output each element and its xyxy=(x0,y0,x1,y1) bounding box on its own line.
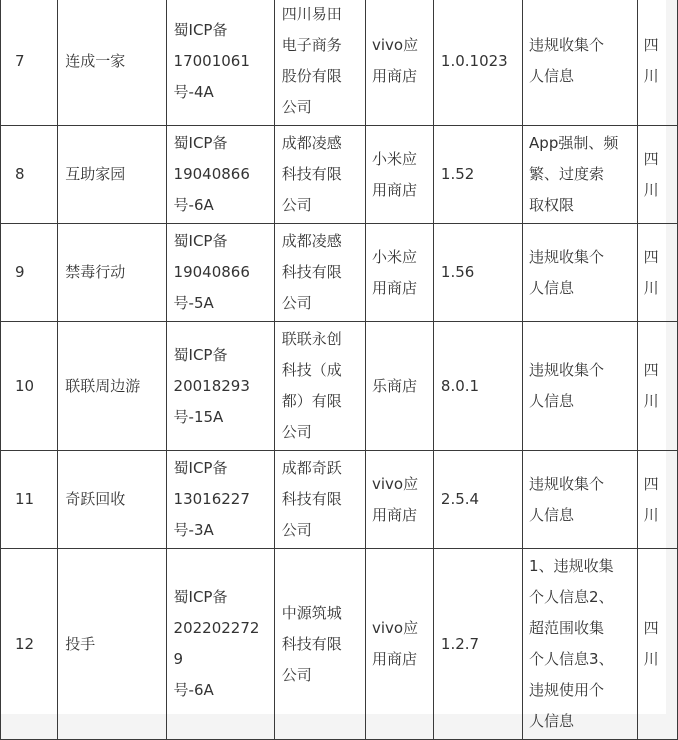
cell-icp-line: 蜀ICP备 xyxy=(173,134,228,152)
cell-issue-line: 违规收集个 xyxy=(529,474,605,493)
cell-issue-line: 违规使用个 xyxy=(529,681,605,699)
table-row xyxy=(1,224,678,322)
cell-company-line: 公司 xyxy=(281,196,312,214)
cell-company-line: 电子商务 xyxy=(281,36,342,54)
cell-icp xyxy=(166,0,274,126)
cell-app-name xyxy=(58,126,166,224)
cell-store-line: vivo应 xyxy=(372,619,419,637)
cell-app-name xyxy=(58,322,166,451)
cell-province-line: 川 xyxy=(643,505,659,524)
cell-store-line: 用商店 xyxy=(372,67,418,85)
cell-number xyxy=(1,451,58,549)
cell-issue-line: 繁、过度索 xyxy=(529,165,605,183)
cell-issue-line: 人信息 xyxy=(529,712,575,730)
cell-store xyxy=(366,126,434,224)
cell-issue-line: 超范围收集 xyxy=(529,619,605,637)
cell-issue xyxy=(523,0,638,126)
table-row xyxy=(1,549,678,740)
cell-company xyxy=(274,0,365,126)
cell-company xyxy=(274,224,365,322)
cell-version xyxy=(433,0,522,126)
cell-company-line: 公司 xyxy=(281,521,312,539)
cell-icp-line: 蜀ICP备 xyxy=(173,20,228,39)
cell-store xyxy=(366,224,434,322)
cell-province-line: 川 xyxy=(643,650,659,668)
cell-issue-line: 违规收集个 xyxy=(529,36,605,54)
cell-number xyxy=(1,224,58,322)
cell-company-line: 公司 xyxy=(281,98,312,116)
cell-icp xyxy=(166,126,274,224)
cell-app-name-text: 禁毒行动 xyxy=(65,263,126,281)
cell-app-name-text: 奇跃回收 xyxy=(65,490,126,508)
cell-store xyxy=(366,322,434,451)
cell-version-text: 2.5.4 xyxy=(440,490,480,508)
cell-province-line: 四 xyxy=(643,149,659,168)
table-body xyxy=(1,0,678,740)
cell-icp-line: 蜀ICP备 xyxy=(173,345,228,364)
cell-store-line: vivo应 xyxy=(372,36,419,54)
cell-number-text: 9 xyxy=(15,263,25,281)
table-row xyxy=(1,322,678,451)
cell-icp-line: 号-6A xyxy=(173,196,214,214)
cell-company-line: 联联永创 xyxy=(281,330,342,348)
cell-app-name-text: 互助家园 xyxy=(65,165,126,183)
table-row xyxy=(1,451,678,549)
cell-app-name-text: 投手 xyxy=(65,634,96,653)
cell-store xyxy=(366,451,434,549)
cell-company-line: 科技有限 xyxy=(281,490,342,508)
cell-version xyxy=(433,451,522,549)
cell-province-line: 川 xyxy=(643,392,659,410)
cell-company xyxy=(274,322,365,451)
cell-version xyxy=(433,224,522,322)
table-row xyxy=(1,0,678,126)
cell-issue-line: 人信息 xyxy=(529,278,575,297)
cell-province xyxy=(637,224,677,322)
cell-issue-line: 取权限 xyxy=(529,196,575,214)
cell-icp-line: 蜀ICP备 xyxy=(173,232,228,250)
cell-number xyxy=(1,0,58,126)
cell-company-line: 四川易田 xyxy=(281,5,342,23)
cell-province-line: 四 xyxy=(643,247,659,266)
cell-version-text: 1.0.1023 xyxy=(440,51,508,70)
cell-company-line: 科技（成 xyxy=(281,361,342,379)
cell-company-line: 公司 xyxy=(281,423,312,441)
cell-number-text: 8 xyxy=(15,165,25,183)
cell-icp-line: 17001061 xyxy=(173,51,250,70)
cell-version-text: 1.52 xyxy=(440,165,475,183)
cell-store-line: vivo应 xyxy=(372,474,419,493)
cell-company-line: 科技有限 xyxy=(281,165,342,183)
cell-icp-line: 19040866 xyxy=(173,263,250,281)
cell-store-line: 小米应 xyxy=(372,149,418,168)
cell-icp-line: 13016227 xyxy=(173,490,250,508)
cell-version-text: 1.2.7 xyxy=(440,634,480,653)
cell-issue xyxy=(523,126,638,224)
cell-number xyxy=(1,322,58,451)
cell-app-name xyxy=(58,224,166,322)
cell-number-text: 7 xyxy=(15,51,25,70)
cell-icp xyxy=(166,224,274,322)
cell-province xyxy=(637,0,677,126)
cell-store-line: 小米应 xyxy=(372,247,418,266)
cell-number xyxy=(1,126,58,224)
cell-number xyxy=(1,549,58,740)
cell-issue-line: 个人信息3、 xyxy=(529,650,614,668)
cell-company xyxy=(274,549,365,740)
cell-company-line: 成都凌感 xyxy=(281,134,342,152)
cell-store-line: 用商店 xyxy=(372,650,418,668)
cell-issue-line: 违规收集个 xyxy=(529,247,605,266)
cell-store-line: 用商店 xyxy=(372,505,418,524)
cell-province xyxy=(637,451,677,549)
cell-province-line: 四 xyxy=(643,361,659,379)
cell-icp xyxy=(166,322,274,451)
cell-issue xyxy=(523,224,638,322)
cell-version xyxy=(433,126,522,224)
cell-company xyxy=(274,126,365,224)
cell-app-name-text: 联联周边游 xyxy=(65,376,141,395)
cell-company-line: 都）有限 xyxy=(281,392,342,410)
cell-icp-line: 20018293 xyxy=(173,376,250,395)
cell-app-name xyxy=(58,451,166,549)
cell-province-line: 四 xyxy=(643,474,659,493)
cell-province-line: 川 xyxy=(643,180,659,199)
cell-province-line: 四 xyxy=(643,36,659,54)
cell-number-text: 10 xyxy=(15,376,35,395)
cell-company-line: 成都凌感 xyxy=(281,232,342,250)
cell-app-name-text: 连成一家 xyxy=(65,51,126,70)
cell-issue xyxy=(523,322,638,451)
cell-company-line: 成都奇跃 xyxy=(281,459,342,477)
cell-store-line: 用商店 xyxy=(372,278,418,297)
cell-icp xyxy=(166,451,274,549)
cell-company-line: 股份有限 xyxy=(281,67,342,85)
cell-number-text: 11 xyxy=(15,490,35,508)
cell-company-line: 公司 xyxy=(281,665,312,684)
cell-company-line: 科技有限 xyxy=(281,634,342,653)
cell-icp xyxy=(166,549,274,740)
cell-province-line: 川 xyxy=(643,278,659,297)
cell-store-line: 乐商店 xyxy=(372,376,418,395)
cell-company-line: 公司 xyxy=(281,294,312,312)
cell-company xyxy=(274,451,365,549)
cell-province-line: 川 xyxy=(643,67,659,85)
table-row xyxy=(1,126,678,224)
cell-issue-line: 人信息 xyxy=(529,67,575,85)
cell-icp-line: 号-15A xyxy=(173,407,224,426)
cell-icp-line: 蜀ICP备 xyxy=(173,588,228,606)
cell-store-line: 用商店 xyxy=(372,180,418,199)
cell-icp-line: 号-3A xyxy=(173,521,214,539)
cell-issue-line: App强制、频 xyxy=(529,134,619,152)
cell-version-text: 1.56 xyxy=(440,263,475,281)
cell-version-text: 8.0.1 xyxy=(440,376,480,395)
cell-issue-line: 人信息 xyxy=(529,505,575,524)
cell-version xyxy=(433,322,522,451)
cell-icp-line: 号-4A xyxy=(173,82,214,101)
cell-province xyxy=(637,549,677,740)
cell-issue-line: 违规收集个 xyxy=(529,361,605,379)
cell-version xyxy=(433,549,522,740)
cell-store xyxy=(366,549,434,740)
cell-icp-line: 号-6A xyxy=(173,681,214,699)
cell-province xyxy=(637,322,677,451)
cell-issue xyxy=(523,549,638,740)
cell-icp-line: 号-5A xyxy=(173,294,214,312)
cell-number-text: 12 xyxy=(15,634,35,653)
cell-company-line: 中源筑城 xyxy=(281,603,342,622)
cell-app-name xyxy=(58,0,166,126)
cell-app-name xyxy=(58,549,166,740)
cell-issue-line: 1、违规收集 xyxy=(529,557,614,575)
cell-company-line: 科技有限 xyxy=(281,263,342,281)
cell-province xyxy=(637,126,677,224)
cell-icp-line: 2022022729 xyxy=(173,619,260,668)
cell-store xyxy=(366,0,434,126)
cell-icp-line: 19040866 xyxy=(173,165,250,183)
cell-issue-line: 个人信息2、 xyxy=(529,588,614,606)
cell-province-line: 四 xyxy=(643,619,659,637)
cell-issue xyxy=(523,451,638,549)
cell-issue-line: 人信息 xyxy=(529,392,575,410)
cell-icp-line: 蜀ICP备 xyxy=(173,459,228,477)
